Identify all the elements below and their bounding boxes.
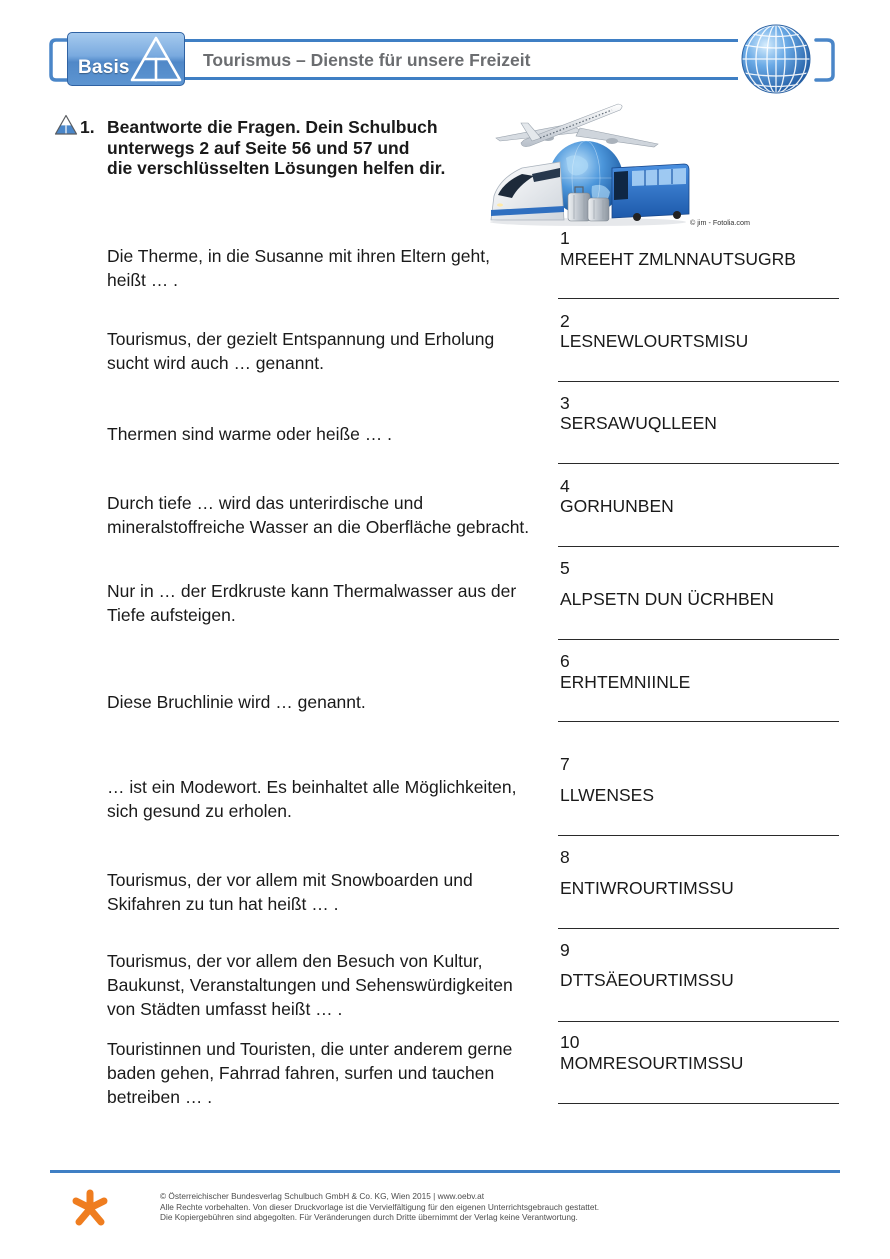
question-prompt xyxy=(107,949,547,1021)
task-instruction-line: unterwegs 2 auf Seite 56 und 57 und xyxy=(107,137,410,158)
question-prompt-line: Durch tiefe … wird das unterirdische und xyxy=(107,493,424,513)
answer-line[interactable] xyxy=(558,1021,839,1022)
airplane-graphic xyxy=(496,104,658,147)
level-triangle-icon xyxy=(128,35,184,83)
question-prompt-line: Thermen sind warme oder heiße … . xyxy=(107,424,392,444)
task-level-icon xyxy=(54,114,78,136)
question-prompt-line: mineralstoffreiche Wasser an die Oberfläche gebracht. xyxy=(107,517,530,537)
question-row-5 xyxy=(100,557,845,641)
image-credit: © jim - Fotolia.com xyxy=(690,218,751,227)
question-prompt-line: von Städten umfasst heißt … . xyxy=(107,999,343,1019)
footer-line: © Österreichischer Bundesverlag Schulbuch GmbH & Co. KG, Wien 2015 | www.oebv.at xyxy=(160,1191,484,1201)
question-prompt-line: Diese Bruchlinie wird … genannt. xyxy=(107,692,366,712)
question-prompt-line: Nur in … der Erdkruste kann Thermalwasser aus der xyxy=(107,581,517,601)
question-prompt-line: sucht wird auch … genannt. xyxy=(107,353,324,373)
answer-line[interactable] xyxy=(558,1103,839,1104)
question-number: 10 xyxy=(560,1032,580,1052)
answer-line[interactable] xyxy=(558,546,839,547)
question-number: 8 xyxy=(560,847,570,867)
question-row-10 xyxy=(100,1031,845,1111)
question-prompt-line: Touristinnen und Touristen, die unter anderem gerne xyxy=(107,1039,513,1059)
answer-line[interactable] xyxy=(558,721,839,722)
question-prompt xyxy=(107,491,547,539)
question-prompt-line: sich gesund zu erholen. xyxy=(107,801,292,821)
scrambled-word: DTTSÄEOURTIMSSU xyxy=(560,970,734,990)
header xyxy=(0,0,890,100)
scrambled-word: LLWENSES xyxy=(560,785,655,805)
question-prompt xyxy=(107,775,547,823)
title-band-bottom-line xyxy=(185,77,738,80)
question-row-3 xyxy=(100,392,845,465)
title-band-top-line xyxy=(185,39,738,42)
answer-line[interactable] xyxy=(558,928,839,929)
question-prompt-line: Tourismus, der vor allem mit Snowboarden und xyxy=(107,870,473,890)
question-prompt-line: Die Therme, in die Susanne mit ihren Eltern geht, xyxy=(107,246,490,266)
scrambled-word: ERHTEMNIINLE xyxy=(560,672,691,692)
scrambled-word: LESNEWLOURTSMISU xyxy=(560,331,749,351)
question-prompt xyxy=(107,327,547,375)
question-row-9 xyxy=(100,939,845,1023)
question-number: 5 xyxy=(560,558,570,578)
question-prompt xyxy=(107,1037,547,1109)
question-prompt xyxy=(107,868,547,916)
scrambled-word: MOMRESOURTIMSSU xyxy=(560,1053,744,1073)
question-prompt-line: heißt … . xyxy=(107,270,178,290)
question-prompt-line: Tourismus, der gezielt Entspannung und Erholung xyxy=(107,329,495,349)
question-number: 4 xyxy=(560,476,570,496)
question-number: 2 xyxy=(560,311,570,331)
scrambled-word: ALPSETN DUN ÜCRHBEN xyxy=(560,589,774,609)
question-prompt-line: betreiben … . xyxy=(107,1087,213,1107)
question-number: 9 xyxy=(560,940,570,960)
question-number: 1 xyxy=(560,228,570,248)
scrambled-word: MREEHT ZMLNNAUTSUGRB xyxy=(560,249,796,269)
question-prompt-line: baden gehen, Fahrrad fahren, surfen und tauchen xyxy=(107,1063,495,1083)
question-prompt-line: Tourismus, der vor allem den Besuch von Kultur, xyxy=(107,951,483,971)
scrambled-word: ENTIWROURTIMSSU xyxy=(560,878,734,898)
question-prompt-line: Tiefe aufsteigen. xyxy=(107,605,236,625)
task-instruction-line: die verschlüsselten Lösungen helfen dir. xyxy=(107,158,446,178)
question-prompt-line: Skifahren zu tun hat heißt … . xyxy=(107,894,339,914)
answer-line[interactable] xyxy=(558,381,839,382)
travel-illustration xyxy=(488,98,693,226)
question-number: 3 xyxy=(560,393,570,413)
globe-icon xyxy=(738,22,814,96)
question-prompt xyxy=(107,579,547,627)
question-number: 6 xyxy=(560,651,570,671)
task-instructions xyxy=(107,117,445,179)
question-row-8 xyxy=(100,846,845,930)
task-instruction-line: Beantworte die Fragen. Dein Schulbuch xyxy=(107,117,438,137)
question-row-6 xyxy=(100,650,845,723)
footer-copyright xyxy=(160,1191,599,1223)
scrambled-word: GORHUNBEN xyxy=(560,496,674,516)
footer-line: Die Kopiergebühren sind abgegolten. Für Veränderungen durch Dritte übernimmt der Verlag keine Verantwortung. xyxy=(160,1212,578,1222)
question-prompt xyxy=(107,244,547,292)
scrambled-word: SERSAWUQLLEEN xyxy=(560,413,717,433)
bus-graphic xyxy=(612,164,689,221)
question-row-2 xyxy=(100,310,845,383)
question-row-4 xyxy=(100,475,845,548)
footer-line: Alle Rechte vorbehalten. Von dieser Druckvorlage ist die Vervielfältigung für den eigenen Unterrichtsgebrauch gestattet. xyxy=(160,1201,600,1212)
train-graphic xyxy=(491,162,564,220)
question-prompt-line: Baukunst, Veranstaltungen und Sehenswürdigkeiten xyxy=(107,975,513,995)
question-number: 7 xyxy=(560,754,570,774)
question-row-1 xyxy=(100,227,845,300)
publisher-logo-icon xyxy=(70,1188,110,1228)
question-prompt xyxy=(107,690,547,714)
question-prompt-line: … ist ein Modewort. Es beinhaltet alle Möglichkeiten, xyxy=(107,777,517,797)
answer-line[interactable] xyxy=(558,835,839,836)
basis-logo xyxy=(67,32,185,86)
answer-line[interactable] xyxy=(558,639,839,640)
basis-logo-label: Basis xyxy=(78,57,130,78)
task-number: 1. xyxy=(80,117,95,137)
answer-line[interactable] xyxy=(558,298,839,299)
question-prompt xyxy=(107,422,547,446)
header-title: Tourismus – Dienste für unsere Freizeit xyxy=(203,50,531,70)
footer-divider xyxy=(50,1170,840,1173)
question-row-7 xyxy=(100,753,845,837)
answer-line[interactable] xyxy=(558,463,839,464)
right-bracket xyxy=(812,37,838,83)
